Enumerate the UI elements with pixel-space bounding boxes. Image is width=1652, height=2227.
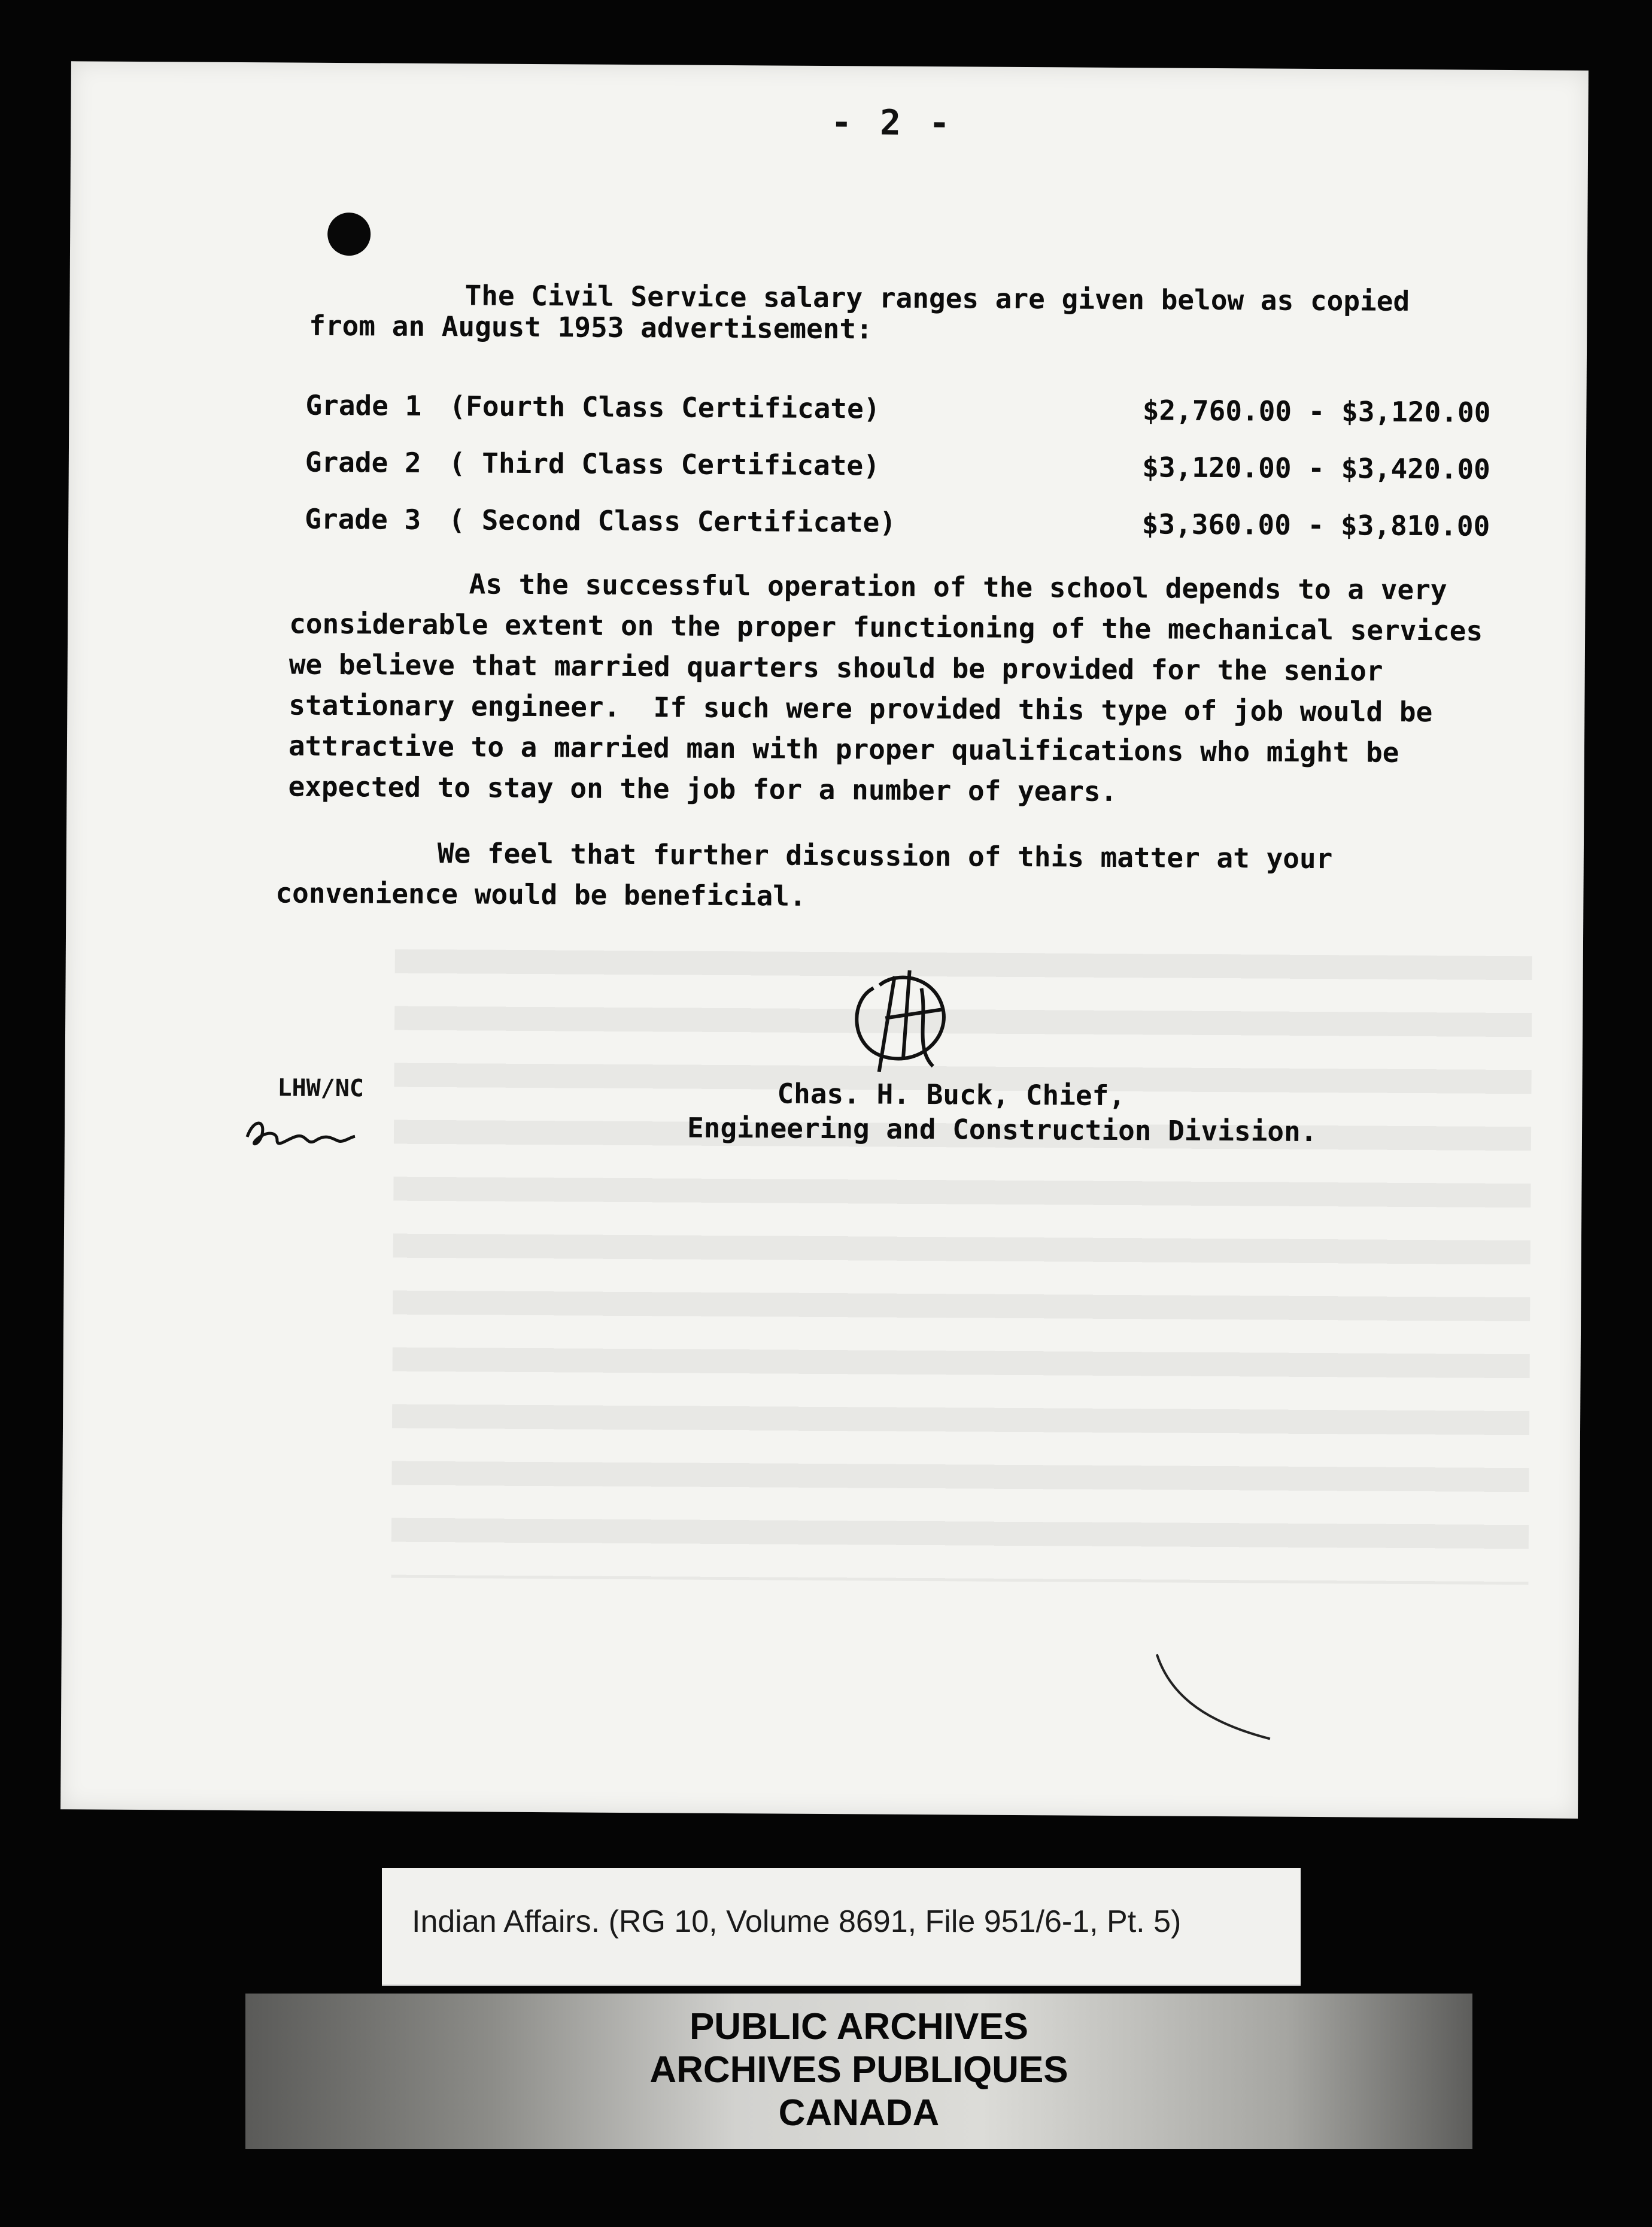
salary-row	[305, 446, 1490, 489]
signer-name: Chas. H. Buck, Chief,	[777, 1077, 1126, 1112]
archive-stamp	[245, 1994, 1472, 2149]
grade-label: Grade 1	[305, 389, 422, 422]
intro-line-1: The Civil Service salary ranges are given below as copied	[464, 279, 1410, 317]
caption-text: Indian Affairs. (RG 10, Volume 8691, File 951/6-1, Pt. 5)	[412, 1904, 1182, 1939]
archive-stamp-text	[245, 2005, 1472, 2135]
reference-initials: LHW/NC	[277, 1074, 365, 1103]
paragraph-line: we believe that married quarters should be provided for the senior	[289, 648, 1383, 687]
salary-range: $3,360.00 - $3,810.00	[1141, 508, 1490, 542]
paragraph-discussion	[275, 832, 1479, 920]
signer-division: Engineering and Construction Division.	[687, 1111, 1317, 1148]
grade-label: Grade 3	[305, 502, 421, 536]
punch-hole	[327, 213, 371, 256]
certificate-label: (Fourth Class Certificate)	[449, 390, 880, 425]
paragraph-line: convenience would be beneficial.	[275, 876, 806, 912]
paragraph-line: considerable extent on the proper functioning of the mechanical services	[289, 607, 1483, 647]
paragraph-line: attractive to a married man with proper qualifications who might be	[288, 729, 1399, 769]
stamp-line: PUBLIC ARCHIVES	[689, 2006, 1029, 2047]
grade-label: Grade 2	[305, 445, 421, 479]
salary-row	[305, 389, 1490, 432]
signature	[837, 952, 970, 1078]
salary-row	[305, 503, 1490, 546]
stamp-line: CANADA	[778, 2092, 940, 2134]
pen-mark	[1150, 1648, 1283, 1744]
salary-range: $2,760.00 - $3,120.00	[1142, 394, 1491, 429]
paragraph-married-quarters	[288, 563, 1492, 814]
page-number: - 2 -	[831, 102, 954, 144]
stamp-line: ARCHIVES PUBLIQUES	[649, 2049, 1068, 2091]
intro-line-2: from an August 1953 advertisement:	[309, 309, 873, 345]
paragraph-line: expected to stay on the job for a number of years.	[288, 770, 1117, 808]
paragraph-line: stationary engineer. If such were provided this type of job would be	[289, 688, 1433, 729]
paragraph-line: We feel that further discussion of this matter at your	[437, 837, 1333, 875]
handwritten-initials	[241, 1113, 361, 1155]
certificate-label: ( Second Class Certificate)	[448, 503, 897, 539]
paragraph-line: As the successful operation of the school depends to a very	[469, 568, 1447, 606]
salary-range: $3,120.00 - $3,420.00	[1142, 451, 1490, 486]
archive-caption	[382, 1868, 1301, 1986]
document-page	[60, 61, 1589, 1818]
certificate-label: ( Third Class Certificate)	[448, 447, 880, 482]
